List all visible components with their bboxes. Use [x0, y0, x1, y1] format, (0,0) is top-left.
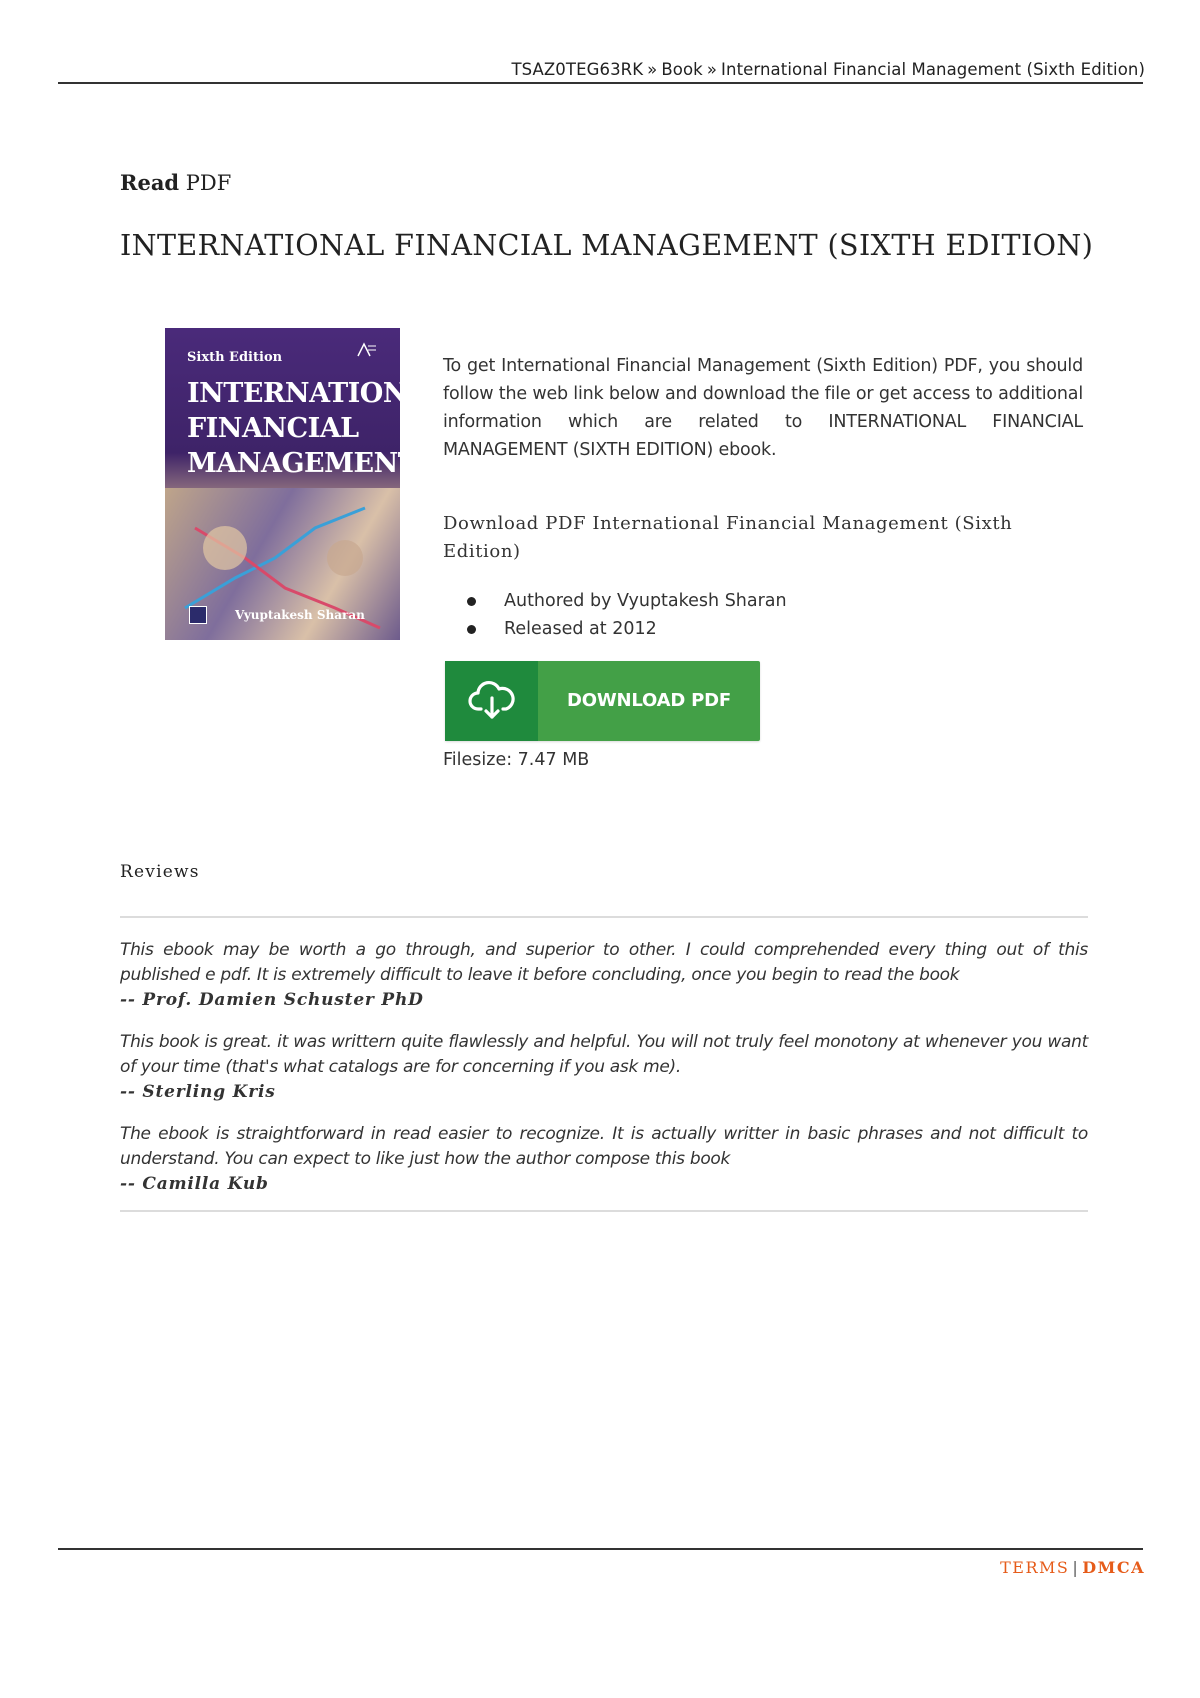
review-text: This ebook may be worth a go through, and superior to other. I could comprehended every thing out of this published e pdf. It is extremely difficult to leave it before concluding, once you begin to read the book: [120, 940, 1088, 985]
meta-released: Released at 2012: [466, 615, 787, 643]
download-heading[interactable]: Download PDF International Financial Management (Sixth Edition): [443, 513, 1013, 562]
review-item: [120, 938, 1088, 1013]
book-meta-list: [466, 587, 787, 643]
publisher-logo-icon: [189, 606, 207, 624]
download-pdf-label: DOWNLOAD PDF: [567, 690, 731, 711]
breadcrumb-separator: »: [706, 60, 718, 79]
review-item: [120, 1030, 1088, 1105]
review-item: [120, 1122, 1088, 1197]
page-title: INTERNATIONAL FINANCIAL MANAGEMENT (SIXTH EDITION): [120, 229, 1094, 262]
download-icon-box: [445, 661, 538, 741]
filesize: Filesize: 7.47 MB: [443, 750, 590, 770]
reviews-divider-top: [120, 916, 1088, 918]
cover-title: INTERNATIONAL FINANCIAL MANAGEMENT: [187, 378, 446, 479]
download-pdf-button[interactable]: [445, 661, 760, 741]
meta-authored: Authored by Vyuptakesh Sharan: [466, 587, 787, 615]
read-pdf-bold: Read: [120, 170, 180, 195]
cover-publisher-mark-icon: [356, 342, 378, 358]
review-author: -- Camilla Kub: [120, 1174, 269, 1194]
breadcrumb: [511, 60, 1145, 79]
cover-edition: Sixth Edition: [187, 350, 283, 365]
header-divider: [58, 82, 1143, 84]
review-author: -- Prof. Damien Schuster PhD: [120, 990, 424, 1010]
cloud-download-icon: [469, 681, 515, 721]
reviews-divider-bottom: [120, 1210, 1088, 1212]
breadcrumb-item-id[interactable]: TSAZ0TEG63RK: [511, 60, 644, 79]
book-cover-image: [165, 328, 446, 640]
review-text: This book is great. it was writtern quite flawlessly and helpful. You will not truly feel monotony at whenever you want of your time (that's what catalogs are for concerning if you ask me).: [120, 1032, 1088, 1077]
footer-links: [1000, 1558, 1145, 1577]
terms-link[interactable]: TERMS: [1000, 1558, 1070, 1577]
breadcrumb-item-current: International Financial Management (Sixth Edition): [721, 60, 1145, 79]
review-author: -- Sterling Kris: [120, 1082, 276, 1102]
breadcrumb-separator: »: [647, 60, 658, 79]
breadcrumb-item-book[interactable]: Book: [661, 60, 703, 79]
review-text: The ebook is straightforward in read easier to recognize. It is actually writter in basic phrases and not difficult to understand. You can expect to like just how the author compose this book: [120, 1124, 1088, 1169]
footer-divider: [58, 1548, 1143, 1550]
book-description: To get International Financial Management (Sixth Edition) PDF, you should follow the web link below and download the file or get access to additional information which are related to INTERNATIONAL FINANCIAL MANAGEMENT (SIXTH EDITION) ebook.: [443, 356, 1083, 460]
dmca-link[interactable]: DMCA: [1082, 1558, 1145, 1577]
footer-separator: |: [1072, 1558, 1080, 1577]
read-pdf-rest: PDF: [185, 171, 232, 195]
cover-author: Vyuptakesh Sharan: [235, 608, 365, 622]
reviews-heading: Reviews: [120, 862, 200, 882]
read-pdf-label: [120, 170, 231, 195]
